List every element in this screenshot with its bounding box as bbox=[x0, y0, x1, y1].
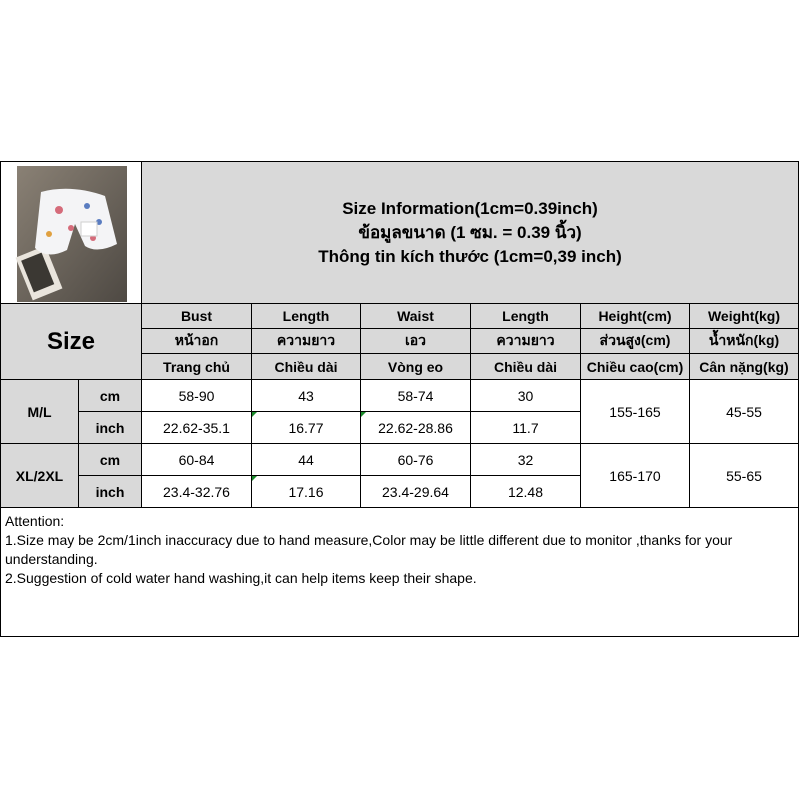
cell-ml-cm-waist: 58-74 bbox=[361, 380, 471, 412]
header-waist-en: Waist bbox=[361, 304, 471, 329]
cell-xl-cm-length: 44 bbox=[252, 444, 361, 476]
unit-inch: inch bbox=[79, 412, 142, 444]
cell-ml-inch-bust: 22.62-35.1 bbox=[142, 412, 252, 444]
header-height-vi: Chiều cao(cm) bbox=[581, 354, 690, 380]
cell-ml-cm-length2: 30 bbox=[471, 380, 581, 412]
cell-ml-cm-bust: 58-90 bbox=[142, 380, 252, 412]
size-chart bbox=[0, 161, 799, 637]
header-length-th: ความยาว bbox=[252, 329, 361, 354]
size-info-title bbox=[142, 162, 798, 304]
cell-marker bbox=[361, 412, 366, 417]
cell-ml-inch-waist: 22.62-28.86 bbox=[361, 412, 471, 444]
product-photo bbox=[1, 162, 142, 304]
cell-xl-inch-waist: 23.4-29.64 bbox=[361, 476, 471, 508]
cell-xl-cm-length2: 32 bbox=[471, 444, 581, 476]
header-bust-vi: Trang chủ bbox=[142, 354, 252, 380]
title-vietnamese: Thông tin kích thước (1cm=0,39 inch) bbox=[318, 246, 622, 266]
header-length2-vi: Chiều dài bbox=[471, 354, 581, 380]
notes-line-1: 1.Size may be 2cm/1inch inaccuracy due to hand measure,Color may be little different due to monitor ,thanks for your understanding. bbox=[5, 532, 733, 567]
cell-ml-cm-length: 43 bbox=[252, 380, 361, 412]
header-waist-th: เอว bbox=[361, 329, 471, 354]
title-thai: ข้อมูลขนาด (1 ซม. = 0.39 นิ้ว) bbox=[358, 222, 582, 242]
header-weight-th: น้ำหนัก(kg) bbox=[690, 329, 798, 354]
cell-xl-inch-bust: 23.4-32.76 bbox=[142, 476, 252, 508]
cell-xl-cm-waist: 60-76 bbox=[361, 444, 471, 476]
cell-xl-cm-bust: 60-84 bbox=[142, 444, 252, 476]
cell-marker bbox=[252, 412, 257, 417]
cell-ml-height: 155-165 bbox=[581, 380, 690, 444]
cell-ml-inch-length: 16.77 bbox=[252, 412, 361, 444]
size-m-l: M/L bbox=[1, 380, 79, 444]
header-length-en: Length bbox=[252, 304, 361, 329]
header-length-vi: Chiều dài bbox=[252, 354, 361, 380]
cell-xl-inch-length: 17.16 bbox=[252, 476, 361, 508]
notes-heading: Attention: bbox=[5, 513, 65, 529]
cell-marker bbox=[252, 476, 257, 481]
cell-xl-weight: 55-65 bbox=[690, 444, 798, 508]
header-height-en: Height(cm) bbox=[581, 304, 690, 329]
title-english: Size Information(1cm=0.39inch) bbox=[342, 198, 598, 218]
unit-inch: inch bbox=[79, 476, 142, 508]
header-height-th: ส่วนสูง(cm) bbox=[581, 329, 690, 354]
header-bust-en: Bust bbox=[142, 304, 252, 329]
header-waist-vi: Vòng eo bbox=[361, 354, 471, 380]
cell-xl-height: 165-170 bbox=[581, 444, 690, 508]
unit-cm: cm bbox=[79, 380, 142, 412]
header-length2-en: Length bbox=[471, 304, 581, 329]
header-length2-th: ความยาว bbox=[471, 329, 581, 354]
size-header: Size bbox=[1, 304, 142, 380]
cell-xl-inch-length2: 12.48 bbox=[471, 476, 581, 508]
product-photo-image bbox=[1, 162, 141, 303]
size-xl-2xl: XL/2XL bbox=[1, 444, 79, 508]
header-weight-vi: Cân nặng(kg) bbox=[690, 354, 798, 380]
unit-cm: cm bbox=[79, 444, 142, 476]
cell-ml-inch-length2: 11.7 bbox=[471, 412, 581, 444]
notes-line-2: 2.Suggestion of cold water hand washing,it can help items keep their shape. bbox=[5, 570, 477, 586]
header-weight-en: Weight(kg) bbox=[690, 304, 798, 329]
cell-ml-weight: 45-55 bbox=[690, 380, 798, 444]
header-bust-th: หน้าอก bbox=[142, 329, 252, 354]
attention-notes bbox=[1, 511, 798, 636]
